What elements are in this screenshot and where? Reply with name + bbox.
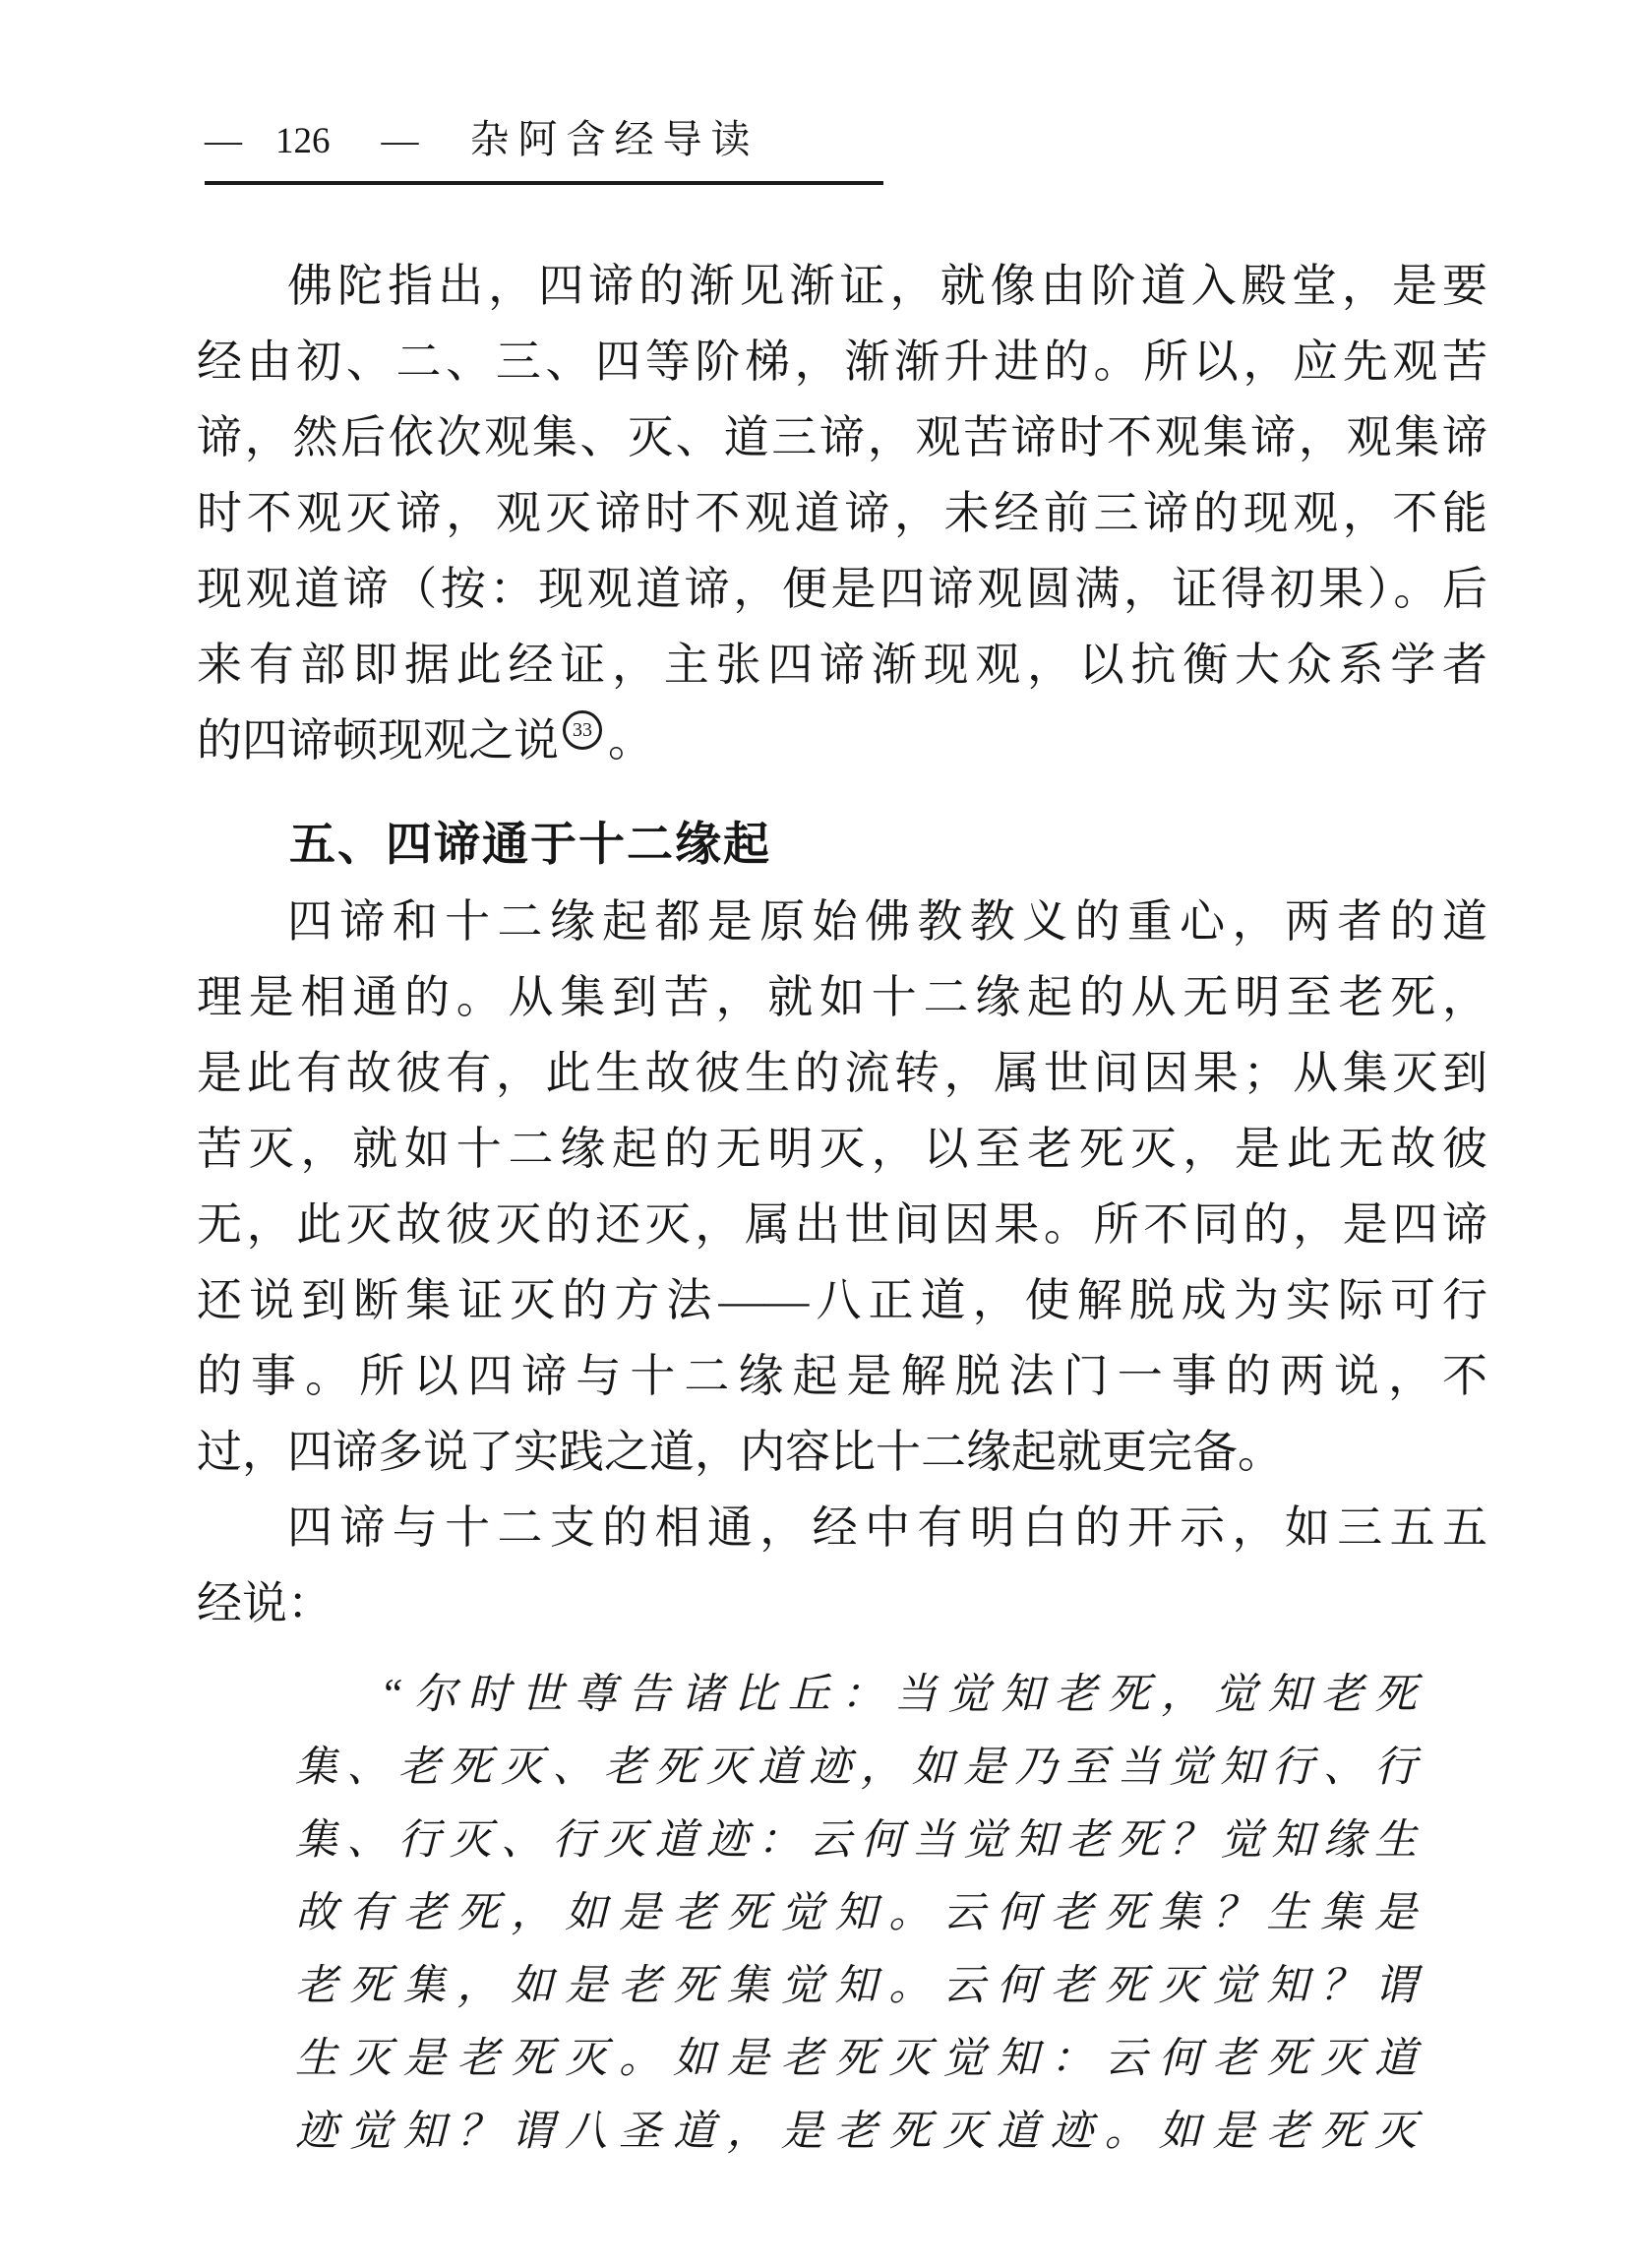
- text-line: 四谛和十二缘起都是原始佛教教义的重心，两者的道: [287, 896, 1487, 947]
- quote-line: 迹觉知？谓八圣道，是老死灭道迹。如是老死灭: [295, 2109, 1417, 2155]
- paragraph-1-last-text: 的四谛顿现观之说: [197, 715, 559, 766]
- paragraph-2: [197, 884, 1487, 1414]
- quote-line: 老死集，如是老死集觉知。云何老死灭觉知？谓: [295, 1963, 1417, 2009]
- book-title: 杂阿含经导读: [469, 117, 759, 161]
- text-line: 理是相通的。从集到苦，就如十二缘起的从无明至老死，: [197, 972, 1487, 1022]
- text-line: 的事。所以四谛与十二缘起是解脱法门一事的两说，不: [197, 1351, 1487, 1401]
- text-line: 是此有故彼有，此生故彼生的流转，属世间因果；从集灭到: [197, 1048, 1487, 1098]
- header-dash-right: —: [381, 120, 419, 161]
- page-header: [205, 118, 883, 185]
- text-line: [197, 703, 1487, 778]
- section-heading: 五、四谛通于十二缘起: [289, 820, 771, 871]
- text-line: 现观道谛（按：现观道谛，便是四谛观圆满，证得初果）。后: [197, 564, 1487, 614]
- text-line: 佛陀指出，四谛的渐见渐证，就像由阶道入殿堂，是要: [287, 261, 1487, 311]
- text-line: 过，四谛多说了实践之道，内容比十二缘起就更完备。: [197, 1427, 1283, 1477]
- header-dash-left: —: [205, 120, 242, 161]
- text-line: 苦灭，就如十二缘起的无明灭，以至老死灭，是此无故彼: [197, 1124, 1487, 1174]
- paragraph-1: [197, 248, 1487, 703]
- text-line: 无，此灭故彼灭的还灭，属出世间因果。所不同的，是四谛: [197, 1199, 1487, 1250]
- footnote-ref: [563, 710, 602, 750]
- text-line: 还说到断集证灭的方法——八正道，使解脱成为实际可行: [197, 1275, 1487, 1325]
- page-body: [197, 248, 1487, 2169]
- quote-line: 集、老死灭、老死灭道迹，如是乃至当觉知行、行: [295, 1745, 1417, 1791]
- text-line: 谛，然后依次观集、灭、道三谛，观苦谛时不观集谛，观集谛: [197, 412, 1487, 462]
- quote-block: [295, 1659, 1417, 2169]
- text-line: 四谛与十二支的相通，经中有明白的开示，如三五五: [287, 1502, 1487, 1553]
- text-line: 经说：: [197, 1578, 333, 1628]
- paragraph-1-last-period: 。: [608, 715, 653, 766]
- text-line: 时不观灭谛，观灭谛时不观道谛，未经前三谛的现观，不能: [197, 488, 1487, 538]
- quote-line: 集、行灭、行灭道迹：云何当觉知老死？觉知缘生: [295, 1817, 1417, 1864]
- page-number: 126: [275, 121, 331, 161]
- footnote-number: 33: [573, 719, 592, 741]
- quote-line: 故有老死，如是老死觉知。云何老死集？生集是: [295, 1890, 1417, 1936]
- text-line: 经由初、二、三、四等阶梯，渐渐升进的。所以，应先观苦: [197, 337, 1487, 387]
- quote-line: 生灭是老死灭。如是老死灭觉知：云何老死灭道: [295, 2036, 1417, 2082]
- text-line: 来有部即据此经证，主张四谛渐现观，以抗衡大众系学者: [197, 640, 1487, 690]
- paragraph-3: [197, 1490, 1487, 1641]
- quote-line: “尔时世尊告诸比丘：当觉知老死，觉知老死: [380, 1672, 1417, 1718]
